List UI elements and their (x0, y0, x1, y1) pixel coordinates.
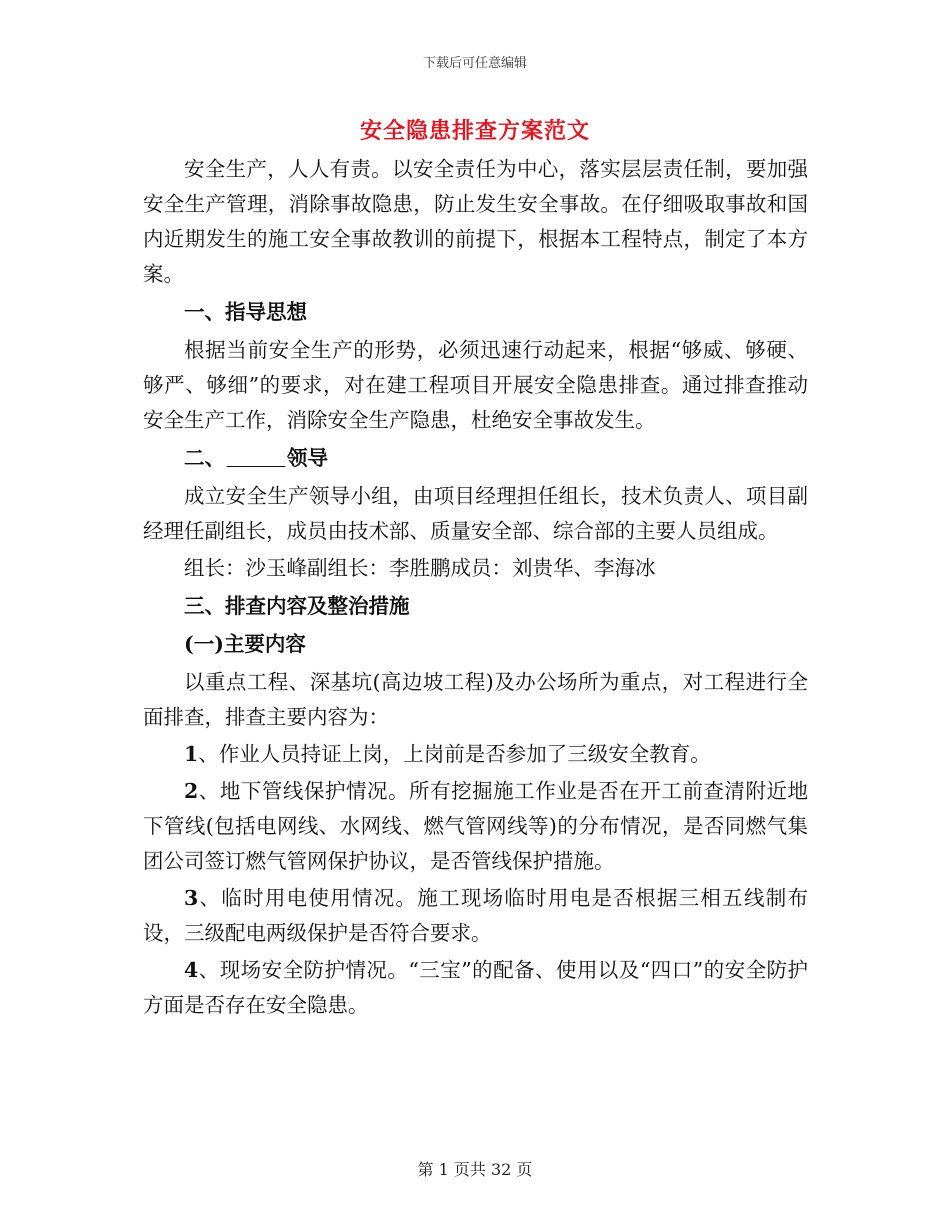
list-item-text: 、现场安全防护情况。“三宝”的配备、使用以及“四口”的安全防护方面是否存在安全隐患。 (143, 958, 808, 1017)
section-2-members: 组长：沙玉峰副组长：李胜鹏成员：刘贵华、李海冰 (184, 556, 656, 580)
list-item-number: 4 (184, 958, 199, 982)
list-item-text: 、地下管线保护情况。所有挖掘施工作业是否在开工前查清附近地下管线(包括电网线、水网线、燃气管网线等)的分布情况，是否同燃气集团公司签订燃气管网保护协议，是否管线保护措施。 (143, 779, 808, 873)
fill-in-blank (227, 446, 285, 467)
intro-paragraph: 安全生产，人人有责。以安全责任为中心，落实层层责任制，要加强安全生产管理，消除事故隐患，防止发生安全事故。在仔细吸取事故和国内近期发生的施工安全事故教训的前提下，根据本工程特点，制定了本方案。 (143, 157, 808, 286)
list-item-number: 2 (184, 779, 199, 803)
document-body (143, 152, 808, 1025)
page-footer: 第 1 页共 32 页 (417, 1160, 533, 1179)
page-header: 下载后可任意编辑 (422, 56, 527, 71)
list-item (143, 881, 808, 951)
section-2-heading-prefix: 二、 (184, 446, 225, 470)
section-1-heading: 一、指导思想 (184, 300, 307, 324)
section-3-heading: 三、排查内容及整治措施 (184, 594, 410, 618)
list-item (143, 953, 808, 1023)
list-item (143, 737, 808, 772)
document-title: 安全隐患排查方案范文 (359, 118, 590, 144)
section-2-heading (143, 441, 808, 476)
list-item-number: 1 (184, 742, 199, 766)
list-item (143, 774, 808, 879)
section-3-sub-heading: (一)主要内容 (184, 632, 306, 656)
section-2-paragraph: 成立安全生产领导小组，由项目经理担任组长，技术负责人、项目副经理任副组长，成员由技术部、质量安全部、综合部的主要人员组成。 (143, 484, 808, 543)
list-item-number: 3 (184, 886, 199, 910)
list-item-text: 、作业人员持证上岗，上岗前是否参加了三级安全教育。 (198, 742, 711, 766)
section-3-paragraph: 以重点工程、深基坑(高边坡工程)及办公场所为重点，对工程进行全面排查，排查主要内容为： (143, 670, 808, 729)
section-1-paragraph: 根据当前安全生产的形势，必须迅速行动起来，根据“够威、够硬、够严、够细”的要求，对在建工程项目开展安全隐患排查。通过排查推动安全生产工作，消除安全生产隐患，杜绝安全事故发生。 (143, 338, 808, 432)
list-item-text: 、临时用电使用情况。施工现场临时用电是否根据三相五线制布设，三级配电两级保护是否符合要求。 (143, 886, 808, 945)
section-2-heading-suffix: 领导 (287, 446, 328, 470)
